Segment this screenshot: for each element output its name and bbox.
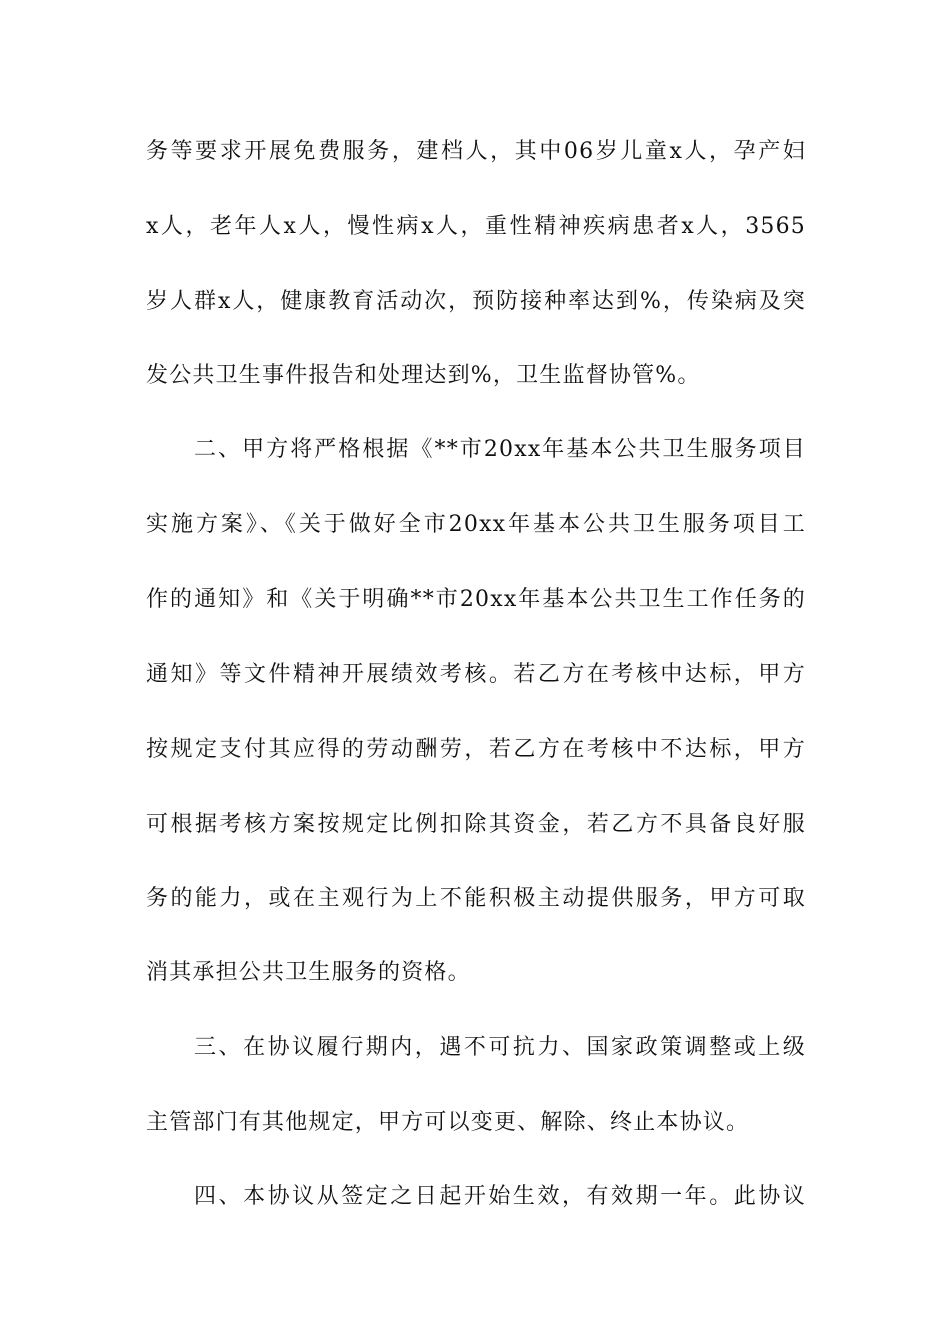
text-line: 按规定支付其应得的劳动酬劳，若乙方在考核中不达标，甲方: [146, 737, 806, 762]
text-line: 主管部门有其他规定，甲方可以变更、解除、终止本协议。: [146, 1110, 750, 1135]
paragraph-3-first-line: 三、在协议履行期内，遇不可抗力、国家政策调整或上级: [194, 1035, 806, 1060]
text-line: 通知》等文件精神开展绩效考核。若乙方在考核中达标，甲方: [146, 662, 806, 687]
text-line: 发公共卫生事件报告和处理达到%，卫生监督协管%。: [146, 363, 701, 388]
text-line: 务的能力，或在主观行为上不能积极主动提供服务，甲方可取: [146, 886, 806, 911]
paragraph-4-first-line: 四、本协议从签定之日起开始生效，有效期一年。此协议: [194, 1184, 806, 1209]
text-line: 岁人群x人，健康教育活动次，预防接种率达到%，传染病及突: [146, 289, 806, 314]
text-line: 消其承担公共卫生服务的资格。: [146, 960, 471, 985]
text-line: 作的通知》和《关于明确**市20xx年基本公共卫生工作任务的: [146, 587, 806, 612]
text-line: x人，老年人x人，慢性病x人，重性精神疾病患者x人，3565: [146, 214, 806, 239]
text-line: 可根据考核方案按规定比例扣除其资金，若乙方不具备良好服: [146, 812, 806, 837]
paragraph-2-first-line: 二、甲方将严格根据《**市20xx年基本公共卫生服务项目: [194, 437, 806, 462]
text-line: 务等要求开展免费服务，建档人，其中06岁儿童x人，孕产妇: [146, 139, 806, 164]
text-line: 实施方案》、《关于做好全市20xx年基本公共卫生服务项目工: [146, 512, 806, 537]
